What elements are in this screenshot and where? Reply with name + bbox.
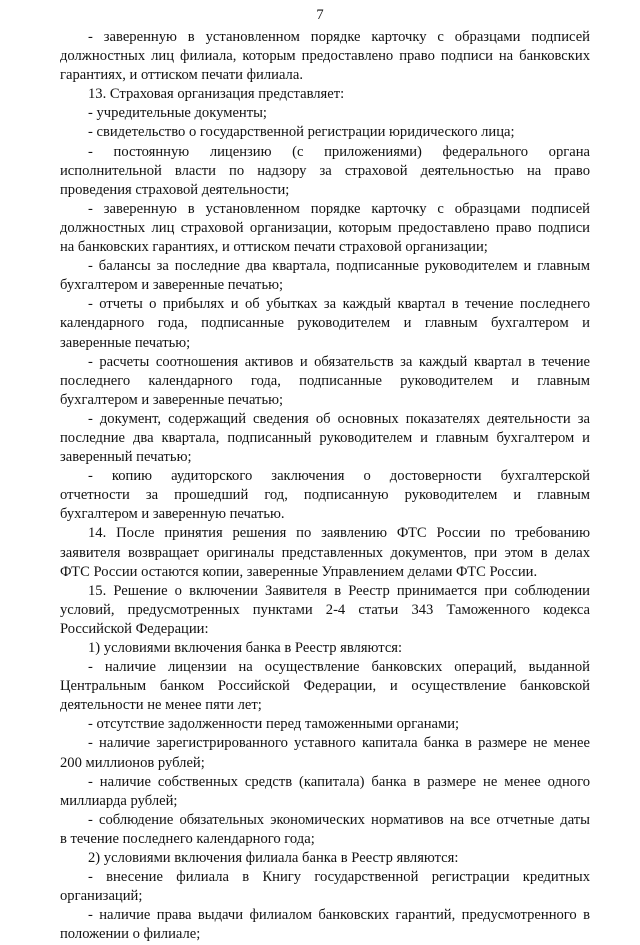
text-line: - наличие права выдачи филиалом банковских гарантий, предусмотренного в [88, 907, 590, 924]
text-line: организаций; [60, 888, 143, 905]
text-line: должностных лиц филиала, которым предоставлено право подписи на банковских [60, 48, 590, 65]
text-line: - внесение филиала в Книгу государственной регистрации кредитных [88, 869, 590, 886]
text-line: - отчеты о прибылях и об убытках за каждый квартал в течение последнего [88, 296, 590, 313]
text-line: - балансы за последние два квартала, подписанные руководителем и главным [88, 258, 590, 275]
text-line: - наличие лицензии на осуществление банковских операций, выданной [88, 659, 590, 676]
text-line: 1) условиями включения банка в Реестр являются: [88, 640, 403, 656]
text-line: - постоянную лицензию (с приложениями) федерального органа [88, 143, 590, 160]
text-line: календарного года, подписанные руководителем и главным бухгалтером и [60, 315, 590, 332]
text-line: 14. После принятия решения по заявлению ФТС России по требованию [88, 525, 590, 542]
text-line: - документ, содержащий сведения об основных показателях деятельности за [88, 410, 590, 427]
text-line: - расчеты соотношения активов и обязательств за каждый квартал в течение [88, 353, 590, 370]
text-line: заявителя возвращает оригиналы представленных документов, при этом в делах [60, 544, 590, 561]
text-line: 2) условиями включения филиала банка в Реестр являются: [88, 850, 459, 867]
text-line: отчетности за прошедший год, подписанную руководителем и главным [60, 487, 590, 504]
text-line: должностных лиц страховой организации, которым предоставлено право подписи [60, 219, 590, 236]
text-line: последнего календарного года, подписанные руководителем и главным [60, 372, 590, 389]
text-line: гарантиях, и оттиском печати филиала. [60, 67, 303, 84]
document-body [60, 28, 590, 945]
text-line: на банковских гарантиях, и оттиском печати страховой организации; [60, 239, 488, 256]
text-line: - наличие собственных средств (капитала) банка в размере не менее одного [88, 773, 590, 790]
text-line: 13. Страховая организация представляет: [88, 86, 345, 103]
text-line: - соблюдение обязательных экономических нормативов на все отчетные даты [88, 811, 590, 828]
text-line: проведения страховой деятельности; [60, 181, 290, 198]
text-line: - заверенную в установленном порядке карточку с образцами подписей [88, 29, 590, 45]
page-number: 7 [316, 7, 324, 23]
text-line: последние два квартала, подписанный руководителем и главным бухгалтером и [60, 429, 590, 446]
text-line: условий, предусмотренных пунктами 2-4 статьи 343 Таможенного кодекса [60, 601, 590, 618]
text-line: - отсутствие задолженности перед таможенными органами; [88, 716, 460, 733]
text-line: Российской Федерации: [60, 620, 209, 637]
text-line: - копию аудиторского заключения о достоверности бухгалтерской [88, 468, 590, 485]
text-line: бухгалтером и заверенные печатью; [60, 391, 284, 408]
text-line: - наличие зарегистрированного уставного капитала банка в размере не менее [88, 735, 590, 752]
text-line: заверенный печатью; [60, 449, 192, 466]
text-line: 200 миллионов рублей; [60, 754, 205, 771]
text-line: бухгалтером и заверенную печатью. [60, 506, 285, 523]
text-line: деятельности не менее пяти лет; [60, 697, 262, 714]
text-line: заверенные печатью; [60, 334, 191, 351]
text-line: - заверенную в установленном порядке карточку с образцами подписей [88, 200, 590, 217]
text-line: - учредительные документы; [88, 105, 267, 122]
text-line: - свидетельство о государственной регистрации юридического лица; [88, 124, 515, 141]
text-line: 15. Решение о включении Заявителя в Реестр принимается при соблюдении [88, 582, 590, 599]
text-line: в течение последнего календарного года; [60, 830, 315, 847]
text-line: миллиарда рублей; [60, 792, 178, 809]
text-line: Центральным банком Российской Федерации, и осуществление банковской [60, 678, 590, 695]
text-line: ФТС России остаются копии, заверенные Управлением делами ФТС России. [60, 563, 538, 580]
text-line: бухгалтером и заверенные печатью; [60, 277, 284, 294]
text-line: положении о филиале; [60, 926, 201, 943]
text-line: исполнительной власти по надзору за страховой деятельностью на право [60, 162, 590, 179]
